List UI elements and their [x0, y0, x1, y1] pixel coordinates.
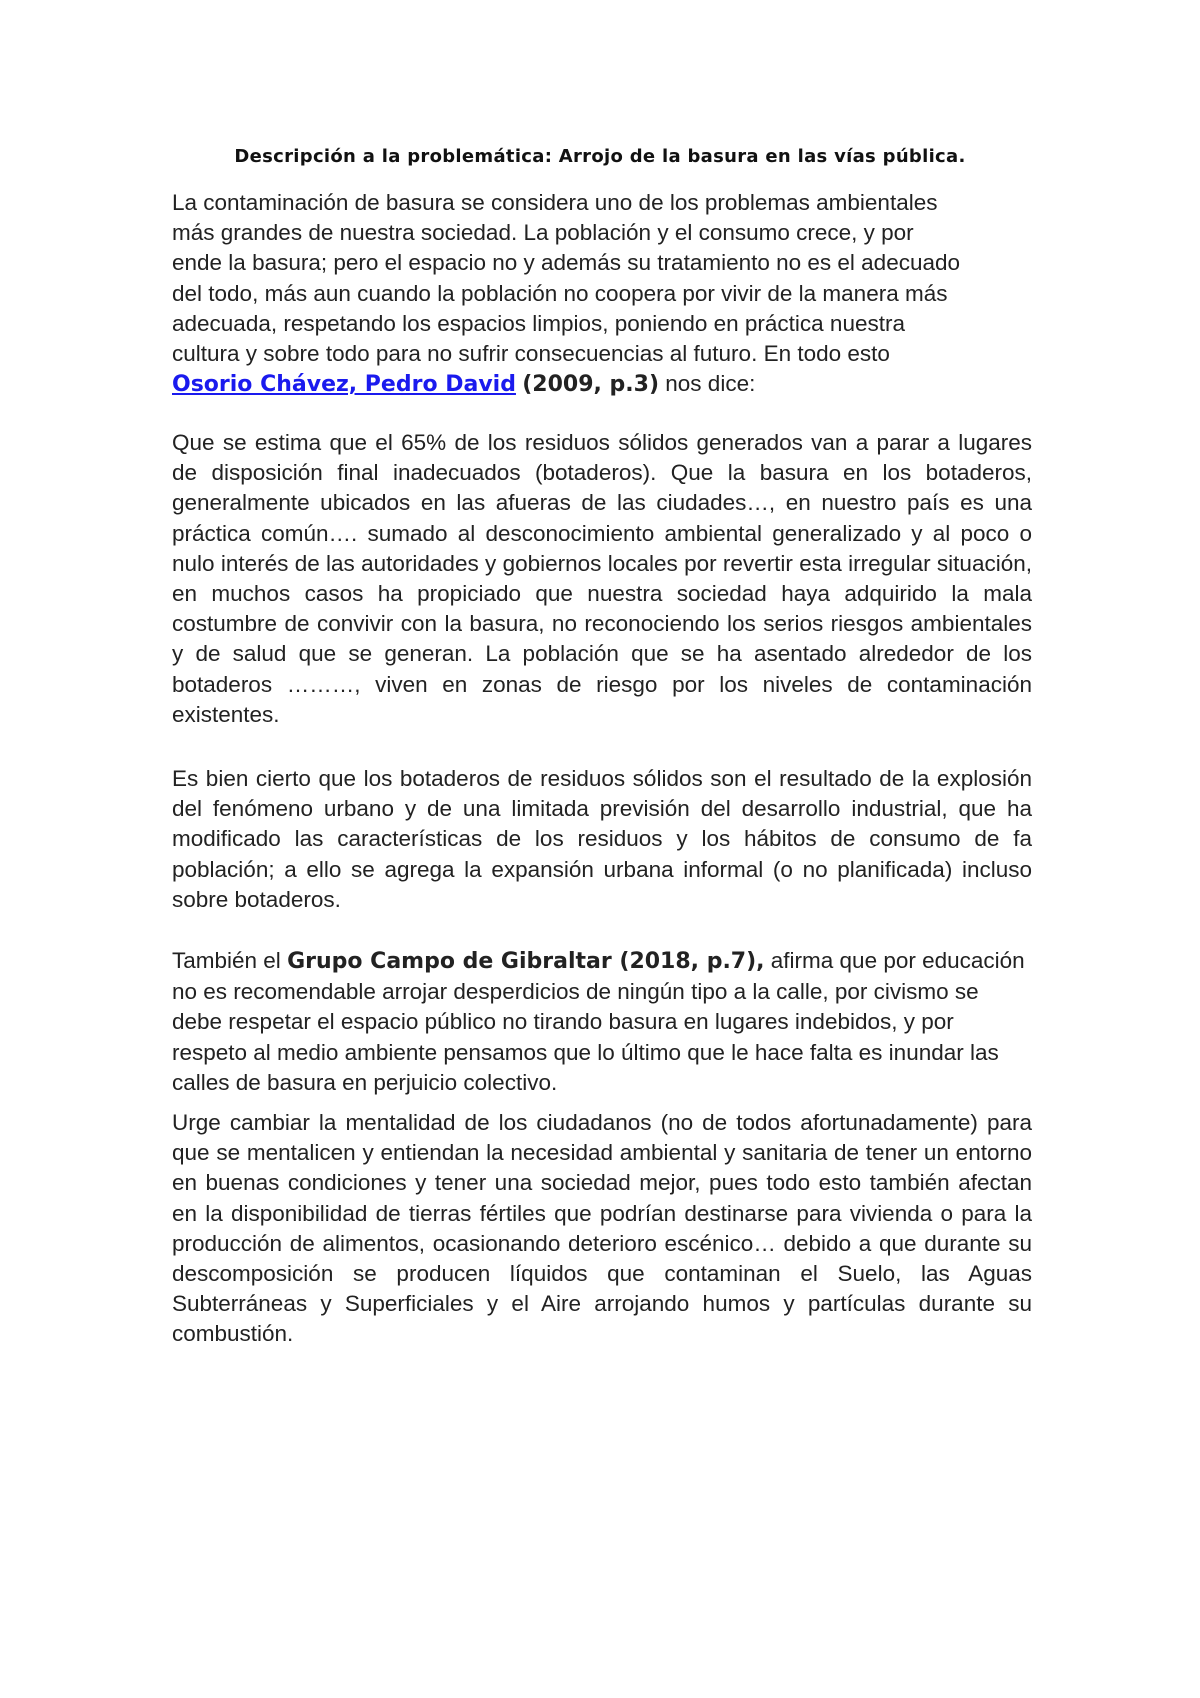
citation-year: (2009, p.3)	[522, 372, 660, 398]
paragraph-line: más grandes de nuestra sociedad. La población y el consumo crece, y por	[172, 220, 914, 246]
citation-suffix: nos dice:	[665, 371, 756, 397]
citation-line	[172, 369, 1032, 400]
document-title: Descripción a la problemática: Arrojo de la basura en las vías pública.	[234, 146, 966, 167]
paragraph-botaderos: Es bien cierto que los botaderos de residuos sólidos son el resultado de la explosión del fenómeno urbano y de una limitada previsión del desarrollo industrial, que ha modificado las características de los residuos y los hábitos de consumo de fa población; a ello se agrega la expansión urbana informal (o no planificada) incluso sobre botaderos.	[172, 766, 1032, 912]
paragraph-gibraltar	[172, 946, 1032, 1098]
paragraph-line: cultura y sobre todo para no sufrir consecuencias al futuro. En todo esto	[172, 341, 890, 367]
citation-author-link[interactable]: Osorio Chávez, Pedro David	[172, 372, 516, 398]
paragraph-line: del todo, más aun cuando la población no coopera por vivir de la manera más	[172, 280, 948, 306]
paragraph-line: La contaminación de basura se considera uno de los problemas ambientales	[172, 190, 938, 215]
paragraph-text: afirma que por educación no es recomendable arrojar desperdicios de ningún tipo a la calle, por civismo se debe respetar el espacio público no tirando basura en lugares indebidos, y por respeto al medio ambiente pensamos que lo último que le hace falta es inundar las calles de basura en perjuicio colectivo.	[172, 948, 1025, 1095]
citation-gibraltar: Grupo Campo de Gibraltar (2018, p.7),	[287, 949, 765, 974]
paragraph-quote: Que se estima que el 65% de los residuos sólidos generados van a parar a lugares de disposición final inadecuados (botaderos). Que la basura en los botaderos, generalmente ubicados en las afueras de las ciudades…, en nuestro país es una práctica común…. sumado al desconocimiento ambiental generalizado y al poco o nulo interés de las autoridades y gobiernos locales por revertir esta irregular situación, en muchos casos ha propiciado que nuestra sociedad haya adquirido la mala costumbre de convivir con la basura, no reconociendo los serios riesgos ambientales y de salud que se generan. La población que se ha asentado alrededor de los botaderos ………, viven en zonas de riesgo por los niveles de contaminación existentes.	[172, 430, 1032, 727]
paragraph-conclusion: Urge cambiar la mentalidad de los ciudadanos (no de todos afortunadamente) para que se mentalicen y entiendan la necesidad ambiental y sanitaria de tener un entorno en buenas condiciones y tener una sociedad mejor, pues todo esto también afectan en la disponibilidad de tierras fértiles que podrían destinarse para vivienda o para la producción de alimentos, ocasionando deterioro escénico… debido a que durante su descomposición se producen líquidos que contaminan el Suelo, las Aguas Subterráneas y Superficiales y el Aire arrojando humos y partículas durante su combustión.	[172, 1110, 1032, 1347]
paragraph-line: adecuada, respetando los espacios limpios, poniendo en práctica nuestra	[172, 310, 905, 336]
paragraph-text: También el	[172, 948, 281, 973]
paragraph-line: ende la basura; pero el espacio no y además su tratamiento no es el adecuado	[172, 250, 961, 276]
paragraph-intro	[172, 188, 1032, 400]
